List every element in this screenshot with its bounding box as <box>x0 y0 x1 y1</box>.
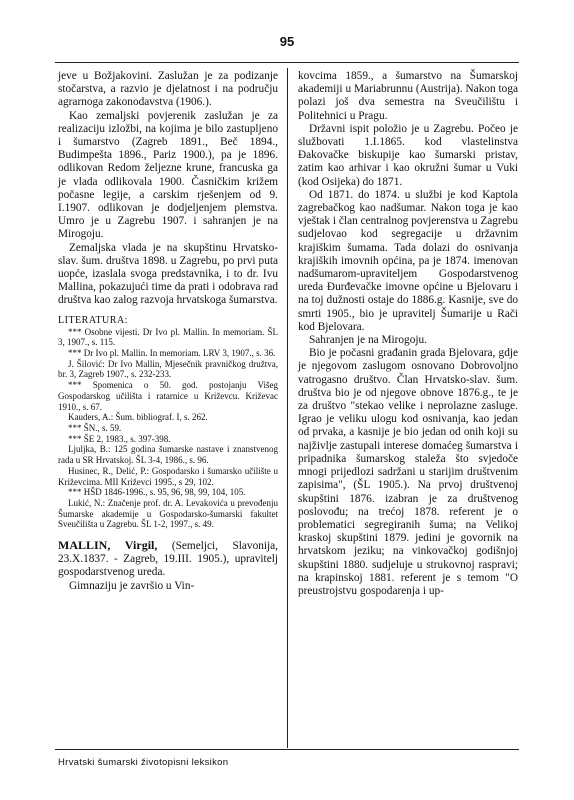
literature-item: Husinec, R., Delić, P.: Gospodarsko i šumarsko učilište u Križevcima. MII Križevci 1995., s 29, 102. <box>58 465 278 487</box>
page-number: 95 <box>279 34 295 49</box>
literature-item: *** Osobne vijesti. Dr Ivo pl. Mallin. In memoriam. ŠL 3, 1907., s. 115. <box>58 326 278 348</box>
paragraph: Zemaljska vlada je na skupštinu Hrvatsko-slav. šum. društva 1898. u Zagrebu, po prvi puta uopće, izaslala svoga predstavnika, i to dr. Ivu Mallina, pokazujući time da prati i odobrava rad društva kao zalog razvoja hrvatskoga šumarstva. <box>58 241 278 307</box>
entry-text: (Semeljci, Slavonija, 23.X.1837. - Zagreb, 19.III. 1905.), upravitelj gospodarstvenog ureda. <box>58 540 278 579</box>
paragraph: jeve u Božjakovini. Zaslužan je za podizanje stočarstva, a razvio je djelatnost i na području agrarnoga zakonodavstva (1906.). <box>58 70 278 109</box>
literature-item: *** HŠD 1846-1996., s. 95, 96, 98, 99, 104, 105. <box>68 487 246 498</box>
top-rule <box>55 62 519 63</box>
literature-item: J. Šilović: Dr Ivo Mallin, Mjesečnik pravničkog družtva, br. 3, Zagreb 1907., s. 232-233. <box>58 358 278 380</box>
literature-heading: LITERATURA: <box>58 314 128 326</box>
entry-headword: MALLIN, Virgil, <box>58 538 158 553</box>
paragraph: Kao zemaljski povjerenik zaslužan je za realizaciju izložbi, na kojima je bilo zastupljeno i šumarstvo (Zagreb 1891., Beč 1894., Budimpešta 1896., Pariz 1900.), pa je 1896. odlikovan Redom željezne krune, francuska ga je vlada odlikovala 1900. Časničkim križem počasne legije, a carskim rješenjem od 9. I.1907. odlikovan je dodjeljenjem plemstva. Umro je u Zagrebu 1907. i sahranjen je na Mirogoju. <box>58 109 278 241</box>
literature-item: Ljuljka, B.: 125 godina šumarske nastave i znanstvenog rada u SR Hrvatskoj. ŠL 3-4, 1986., s. 96. <box>58 444 278 466</box>
paragraph: Sahranjen je na Mirogoju. <box>309 334 427 347</box>
bottom-rule <box>55 749 519 750</box>
column-divider <box>287 68 288 748</box>
left-column <box>58 70 278 593</box>
literature-item: *** Dr Ivo pl. Mallin. In memoriam. LRV 3, 1907., s. 36. <box>68 348 276 359</box>
literature-item: Kauders, A.: Šum. bibliograf. I, s. 262. <box>68 412 208 423</box>
literature-item: *** ŠN., s. 59. <box>68 422 122 433</box>
right-column <box>298 70 518 598</box>
literature-item: *** ŠE 2, 1983., s. 397-398. <box>68 433 171 444</box>
literature-item: Lukić, N.: Značenje prof. dr. A. Levakovića u prevođenju Šumarske akademije u Gospodarsko-šumarski fakultet Sveučilišta u Zagrebu. ŠL 1-2, 1997., s. 49. <box>58 497 278 530</box>
entry-paragraph <box>58 539 278 580</box>
literature-item: *** Spomenica o 50. god. postojanju Višeg Gospodarskog učilišta i ratarnice u Križevcu. Križevac 1910., s. 67. <box>58 380 278 412</box>
paragraph: Od 1871. do 1874. u službi je kod Kaptola zagrebačkog kao nadšumar. Nakon toga je kao vještak i član centralnog povjerenstva u Zagrebu sudjelovao kod segregacije u državnim krajiškim šumama. Tada dolazi do osnivanja krajiških imovnih općina, pa je 1874. imenovan nadšumarom-upraviteljem Gospodarstvenog ureda Đurđevačke imovne općine u Bjelovaru i na toj dužnosti ostaje do 1886.g. Kasnije, sve do smrti 1905., bio je upravitelj Šumarije u Rači kod Bjelovara. <box>298 188 518 333</box>
paragraph: kovcima 1859., a šumarstvo na Šumarskoj akademiji u Mariabrunnu (Austrija). Nakon toga polazi još dva semestra na Sveučilištu i Politehnici u Pragu. <box>298 70 518 122</box>
running-footer: Hrvatski šumarski životopisni leksikon <box>58 757 229 768</box>
paragraph: Gimnaziju je završio u Vin- <box>69 579 195 592</box>
paragraph: Bio je počasni građanin grada Bjelovara, gdje je njegovom zaslugom osnovano Dobrovoljno vatrogasno društvo. Član Hrvatsko-slav. šum. društva bio je od njegove obnove 1876.g., te je za društvo "stekao velike i neprolazne zasluge. Igrao je veliku ulogu kod osnivanja, kao jedan od prvaka, a kasnije je bio jedan od onih koji su najživlje zastupali interese domaćeg šumarstva i pripadnika šumarskog staleža što svjedoče mnogi prijedlozi sadržani u starijim društvenim zapisima", (ŠL 1905.). Na prvoj društvenoj skupštini 1876. izabran je za društvenog poslovođu; na trećoj 1878. referent je o problematici segregiranih šuma; na Velikoj kraskoj skupštini 1879. jedini je govornik na hrvatskom jeziku; na vinkovačkoj godišnjoj skupštini 1880. sudjeluje u strukovnoj raspravi; na krapinskoj 1881. referent je s temom "O preustrojstvu gospodarenja i up- <box>298 347 518 597</box>
paragraph: Državni ispit položio je u Zagrebu. Počeo je službovati 1.I.1865. kod vlastelinstva Đakovačke biskupije kao šumarski pristav, zatim kao arhivar i kao okružni šumar u Vuki (kod Osijeka) do 1871. <box>298 122 518 188</box>
